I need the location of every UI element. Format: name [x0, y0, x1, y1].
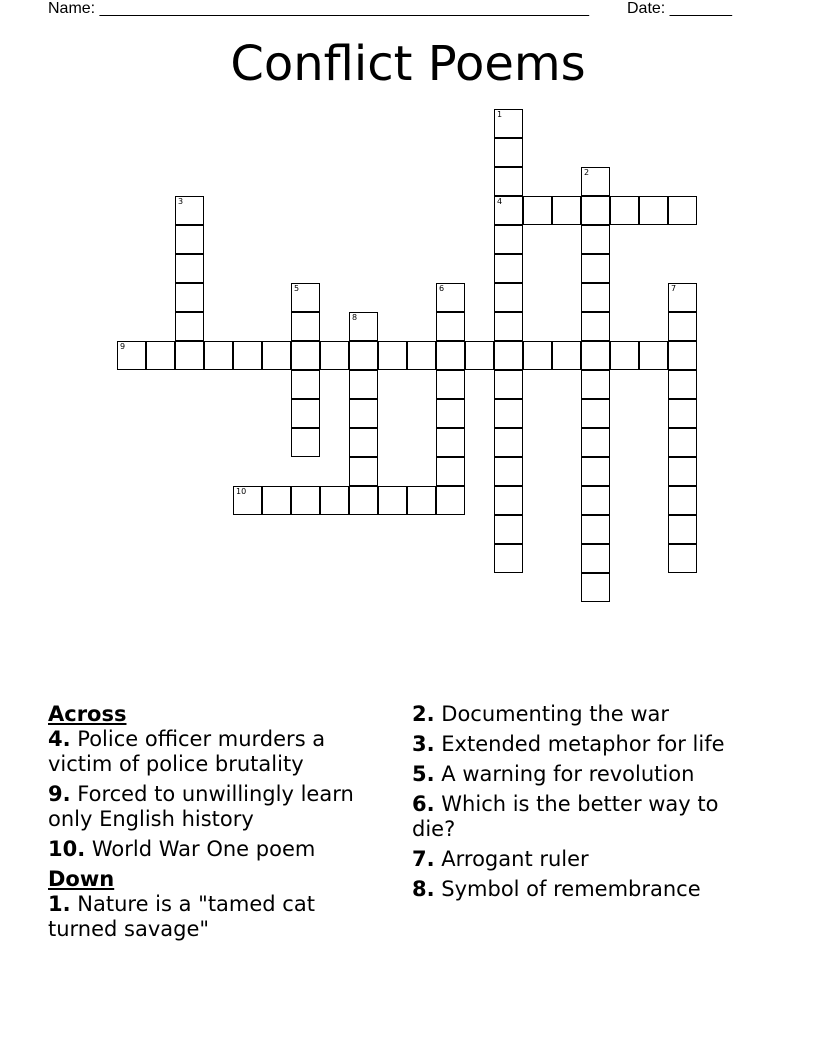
crossword-cell[interactable] [581, 573, 610, 602]
crossword-cell[interactable] [494, 225, 523, 254]
cell-number: 2 [584, 168, 590, 177]
crossword-cell[interactable] [668, 341, 697, 370]
crossword-cell[interactable] [291, 312, 320, 341]
crossword-cell[interactable] [581, 312, 610, 341]
clue-number: 1. [48, 892, 71, 916]
crossword-cell[interactable] [436, 428, 465, 457]
crossword-cell[interactable] [436, 370, 465, 399]
crossword-cell[interactable] [494, 341, 523, 370]
clue-text: Arrogant ruler [441, 847, 589, 871]
crossword-cell[interactable] [668, 515, 697, 544]
crossword-cell[interactable] [117, 341, 146, 370]
crossword-cell[interactable] [175, 341, 204, 370]
crossword-cell[interactable] [436, 283, 465, 312]
clue-text: Extended metaphor for life [441, 732, 725, 756]
clue-text: Nature is a "tamed cat turned savage" [48, 892, 315, 941]
clues-left-column [48, 702, 383, 947]
crossword-cell[interactable] [494, 283, 523, 312]
crossword-cell[interactable] [349, 341, 378, 370]
crossword-cell[interactable] [639, 341, 668, 370]
clue-number: 7. [412, 847, 435, 871]
clue-text: Documenting the war [441, 702, 670, 726]
crossword-cell[interactable] [262, 486, 291, 515]
crossword-cell[interactable] [523, 196, 552, 225]
crossword-cell[interactable] [146, 341, 175, 370]
crossword-cell[interactable] [668, 283, 697, 312]
crossword-cell[interactable] [494, 312, 523, 341]
clue-text: Police officer murders a victim of police brutality [48, 727, 326, 776]
clue-text: Symbol of remembrance [441, 877, 701, 901]
crossword-cell[interactable] [436, 486, 465, 515]
crossword-cell[interactable] [291, 428, 320, 457]
clues-right-column [412, 702, 752, 907]
crossword-cell[interactable] [552, 196, 581, 225]
crossword-cell[interactable] [175, 312, 204, 341]
crossword-cell[interactable] [668, 544, 697, 573]
clue-down-8 [412, 877, 752, 902]
clue-across-4 [48, 727, 383, 777]
cell-number: 8 [352, 313, 358, 322]
name-field-label: Name: _______________________________________________________ [48, 0, 589, 17]
crossword-cell[interactable] [668, 399, 697, 428]
crossword-cell[interactable] [349, 428, 378, 457]
crossword-cell[interactable] [204, 341, 233, 370]
crossword-cell[interactable] [291, 341, 320, 370]
cell-number: 4 [497, 197, 503, 206]
crossword-cell[interactable] [581, 167, 610, 196]
crossword-cell[interactable] [494, 399, 523, 428]
crossword-cell[interactable] [378, 341, 407, 370]
clue-down-6 [412, 792, 752, 842]
cell-number: 10 [236, 487, 247, 496]
crossword-cell[interactable] [581, 225, 610, 254]
crossword-cell[interactable] [175, 225, 204, 254]
clue-number: 2. [412, 702, 435, 726]
crossword-cell[interactable] [581, 515, 610, 544]
crossword-cell[interactable] [407, 341, 436, 370]
crossword-cell[interactable] [233, 341, 262, 370]
crossword-cell[interactable] [581, 283, 610, 312]
cell-number: 5 [294, 284, 300, 293]
crossword-cell[interactable] [349, 312, 378, 341]
cell-number: 9 [120, 342, 126, 351]
crossword-cell[interactable] [668, 196, 697, 225]
crossword-cell[interactable] [407, 486, 436, 515]
crossword-cell[interactable] [233, 486, 262, 515]
crossword-cell[interactable] [610, 341, 639, 370]
down-heading: Down [48, 867, 115, 891]
crossword-cell[interactable] [175, 254, 204, 283]
clue-number: 5. [412, 762, 435, 786]
crossword-cell[interactable] [494, 457, 523, 486]
crossword-cell[interactable] [262, 341, 291, 370]
crossword-cell[interactable] [494, 370, 523, 399]
crossword-cell[interactable] [581, 457, 610, 486]
crossword-cell[interactable] [175, 283, 204, 312]
crossword-cell[interactable] [668, 370, 697, 399]
crossword-cell[interactable] [494, 138, 523, 167]
crossword-cell[interactable] [436, 312, 465, 341]
clue-down-7 [412, 847, 752, 872]
crossword-cell[interactable] [291, 370, 320, 399]
crossword-cell[interactable] [552, 341, 581, 370]
crossword-cell[interactable] [494, 515, 523, 544]
crossword-cell[interactable] [349, 399, 378, 428]
crossword-cell[interactable] [494, 428, 523, 457]
cell-number: 7 [671, 284, 677, 293]
clue-text: World War One poem [91, 837, 316, 861]
crossword-cell[interactable] [581, 370, 610, 399]
crossword-cell[interactable] [581, 341, 610, 370]
crossword-cell[interactable] [581, 428, 610, 457]
cell-number: 1 [497, 110, 503, 119]
crossword-cell[interactable] [668, 428, 697, 457]
crossword-cell[interactable] [175, 196, 204, 225]
crossword-cell[interactable] [349, 370, 378, 399]
crossword-cell[interactable] [668, 486, 697, 515]
crossword-cell[interactable] [494, 544, 523, 573]
cell-number: 6 [439, 284, 445, 293]
clue-down-1 [48, 892, 383, 942]
crossword-cell[interactable] [581, 544, 610, 573]
crossword-cell[interactable] [610, 196, 639, 225]
crossword-cell[interactable] [291, 486, 320, 515]
clue-number: 4. [48, 727, 71, 751]
across-heading: Across [48, 702, 127, 726]
clue-text: Forced to unwillingly learn only English history [48, 782, 354, 831]
crossword-cell[interactable] [494, 109, 523, 138]
clue-down-3 [412, 732, 752, 757]
crossword-cell[interactable] [523, 341, 552, 370]
crossword-cell[interactable] [668, 457, 697, 486]
crossword-cell[interactable] [581, 399, 610, 428]
cell-number: 3 [178, 197, 184, 206]
crossword-cell[interactable] [494, 167, 523, 196]
date-field-label: Date: _______ [627, 0, 732, 17]
clue-text: A warning for revolution [441, 762, 695, 786]
clue-across-9 [48, 782, 383, 832]
clue-text: Which is the better way to die? [412, 792, 719, 841]
crossword-cell[interactable] [436, 341, 465, 370]
crossword-cell[interactable] [581, 254, 610, 283]
clue-number: 9. [48, 782, 71, 806]
crossword-cell[interactable] [581, 486, 610, 515]
clue-number: 10. [48, 837, 86, 861]
crossword-cell[interactable] [494, 486, 523, 515]
crossword-cell[interactable] [349, 457, 378, 486]
crossword-cell[interactable] [349, 486, 378, 515]
crossword-cell[interactable] [581, 196, 610, 225]
crossword-cell[interactable] [436, 399, 465, 428]
clue-number: 6. [412, 792, 435, 816]
crossword-cell[interactable] [320, 341, 349, 370]
crossword-cell[interactable] [436, 457, 465, 486]
crossword-cell[interactable] [668, 312, 697, 341]
crossword-cell[interactable] [494, 196, 523, 225]
clue-number: 8. [412, 877, 435, 901]
crossword-cell[interactable] [465, 341, 494, 370]
crossword-cell[interactable] [378, 486, 407, 515]
crossword-cell[interactable] [291, 399, 320, 428]
clue-down-2 [412, 702, 752, 727]
clue-down-5 [412, 762, 752, 787]
page-title: Conflict Poems [230, 36, 586, 92]
clue-across-10 [48, 837, 383, 862]
clue-number: 3. [412, 732, 435, 756]
crossword-cell[interactable] [320, 486, 349, 515]
crossword-cell[interactable] [639, 196, 668, 225]
crossword-cell[interactable] [494, 254, 523, 283]
crossword-cell[interactable] [291, 283, 320, 312]
